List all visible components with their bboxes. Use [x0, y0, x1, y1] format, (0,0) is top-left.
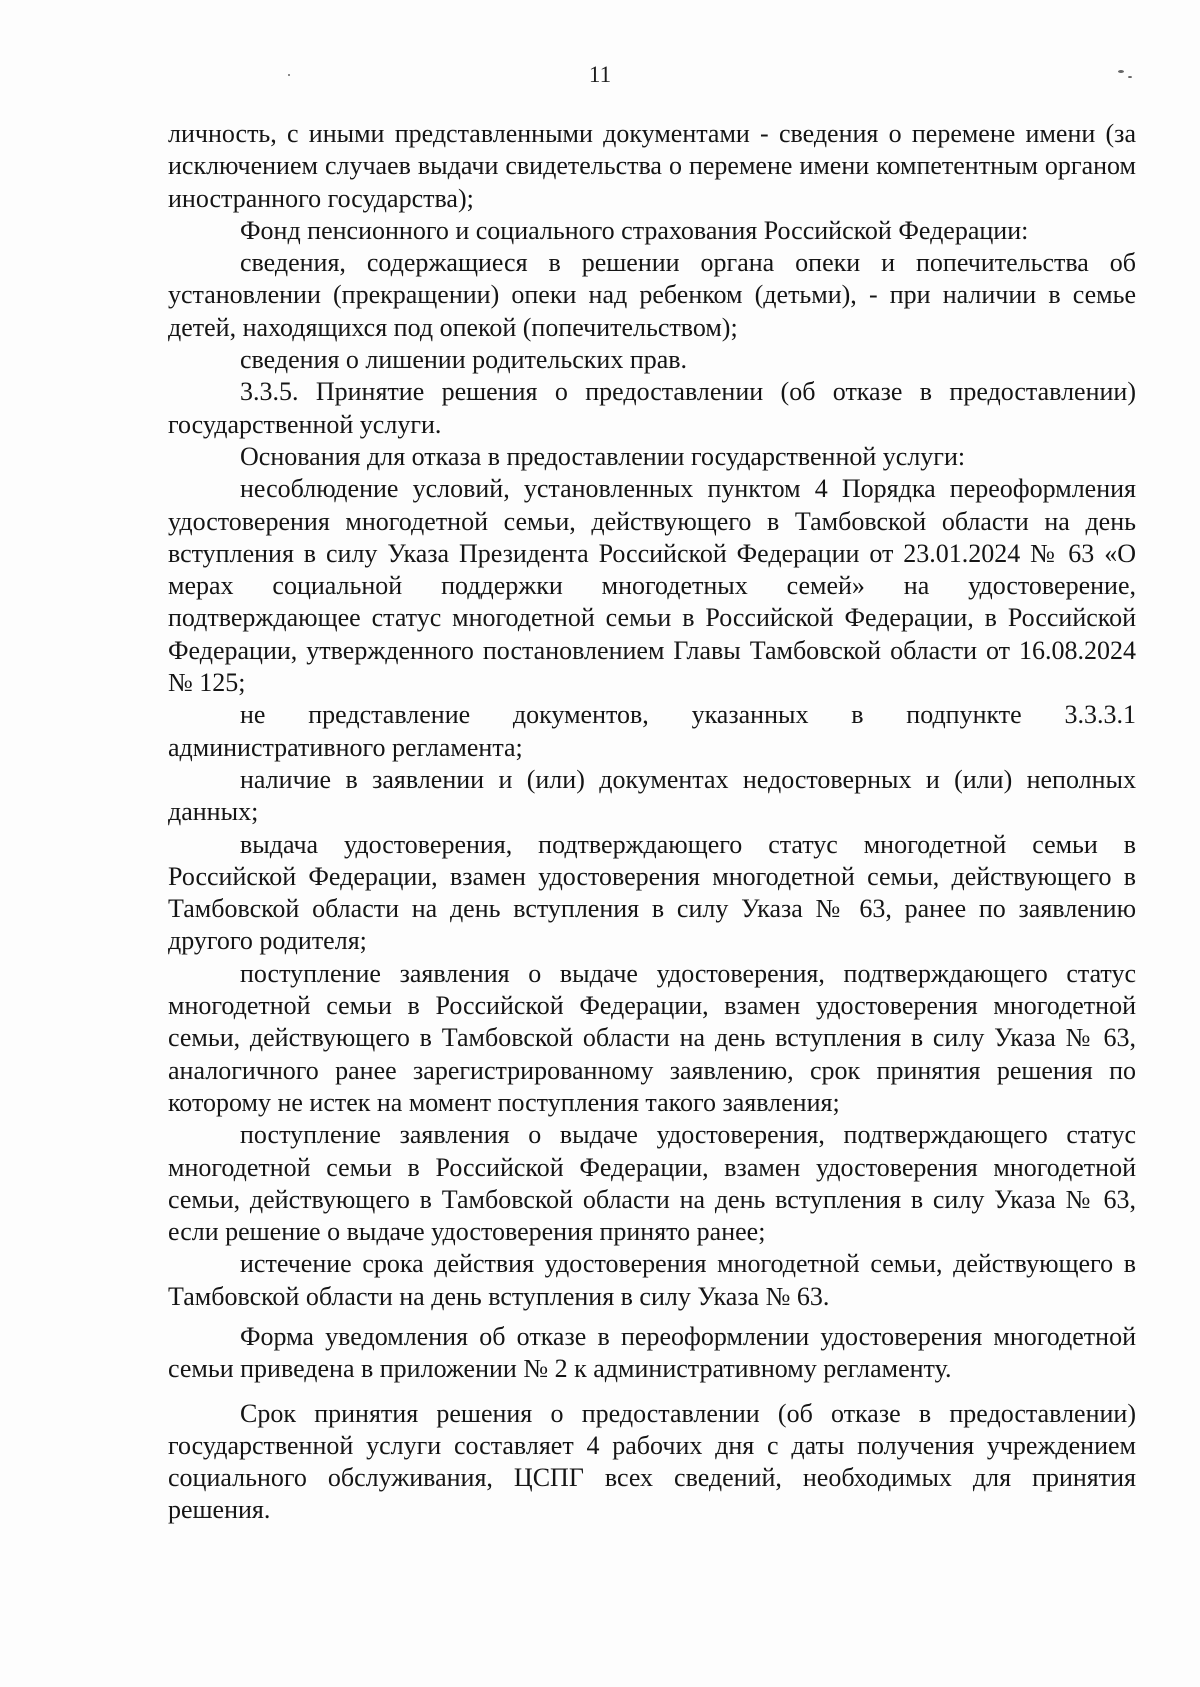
scan-speck: [1128, 76, 1132, 78]
page-number: 11: [588, 62, 612, 87]
paragraph-parental-rights: сведения о лишении родительских прав.: [240, 345, 688, 375]
paragraph-ground-already-decided: поступление заявления о выдаче удостоверения, подтверждающего статус многодетной семьи в Российской Федерации, взамен удостоверения многодетной семьи, действующего в Тамбовской области на день вступления в силу Указа № 63, если решение о выдаче удостоверения принято ранее;: [168, 1120, 1136, 1247]
paragraph-ground-expired: истечение срока действия удостоверения многодетной семьи, действующего в Тамбовской области на день вступления в силу Указа № 63.: [168, 1249, 1136, 1311]
paragraph-guardianship-info: сведения, содержащиеся в решении органа опеки и попечительства об установлении (прекращении) опеки над ребенком (детьми), - при наличии в семье детей, находящихся под опекой (попечительством);: [168, 248, 1136, 342]
paragraph-ground-missing-documents: не представление документов, указанных в подпункте 3.3.3.1 административного регламента;: [168, 700, 1136, 762]
paragraph-decision-term: Срок принятия решения о предоставлении (об отказе в предоставлении) государственной услуги составляет 4 рабочих дня с даты получения учреждением социального обслуживания, ЦСПГ всех сведений, необходимых для принятия решения.: [168, 1398, 1136, 1525]
paragraph-ground-issued-other-parent: выдача удостоверения, подтверждающего статус многодетной семьи в Российской Федерации, взамен удостоверения многодетной семьи, действующего в Тамбовской области на день вступления в силу Указа № 63, ранее по заявлению другого родителя;: [168, 829, 1136, 956]
paragraph-ground-noncompliance: несоблюдение условий, установленных пунктом 4 Порядка переоформления удостоверения многодетной семьи, действующего в Тамбовской области на день вступления в силу Указа Президента Российской Федерации от 23.01.2024 № 63 «О мерах социальной поддержки многодетных семей» на удостоверение, подтверждающее статус многодетной семьи в Российской Федерации, в Российской Федерации, утвержденного постановлением Главы Тамбовской области от 16.08.2024 № 125;: [168, 474, 1136, 698]
paragraph-ground-duplicate-application: поступление заявления о выдаче удостоверения, подтверждающего статус многодетной семьи в Российской Федерации, взамен удостоверения многодетной семьи, действующего в Тамбовской области на день вступления в силу Указа № 63, аналогичного ранее зарегистрированному заявлению, срок принятия решения по которому не истек на момент поступления такого заявления;: [168, 958, 1136, 1117]
paragraph-refusal-grounds-heading: Основания для отказа в предоставлении государственной услуги:: [240, 441, 966, 471]
paragraph-ground-false-data: наличие в заявлении и (или) документах недостоверных и (или) неполных данных;: [168, 764, 1136, 827]
paragraph-notification-form: Форма уведомления об отказе в переоформлении удостоверения многодетной семьи приведена в приложении № 2 к административному регламенту.: [168, 1321, 1136, 1384]
paragraph-pension-fund: Фонд пенсионного и социального страхования Российской Федерации:: [240, 215, 1029, 245]
paragraph-section-3-3-5: 3.3.5. Принятие решения о предоставлении (об отказе в предоставлении) государственной услуги.: [168, 377, 1136, 439]
scan-speck: [1118, 70, 1124, 73]
scan-speck: [288, 74, 290, 76]
document-body: [168, 118, 1136, 1527]
paragraph-name-change: личность, с иными представленными документами - сведения о перемене имени (за исключением случаев выдачи свидетельства о перемене имени компетентным органом иностранного государства);: [168, 119, 1136, 213]
